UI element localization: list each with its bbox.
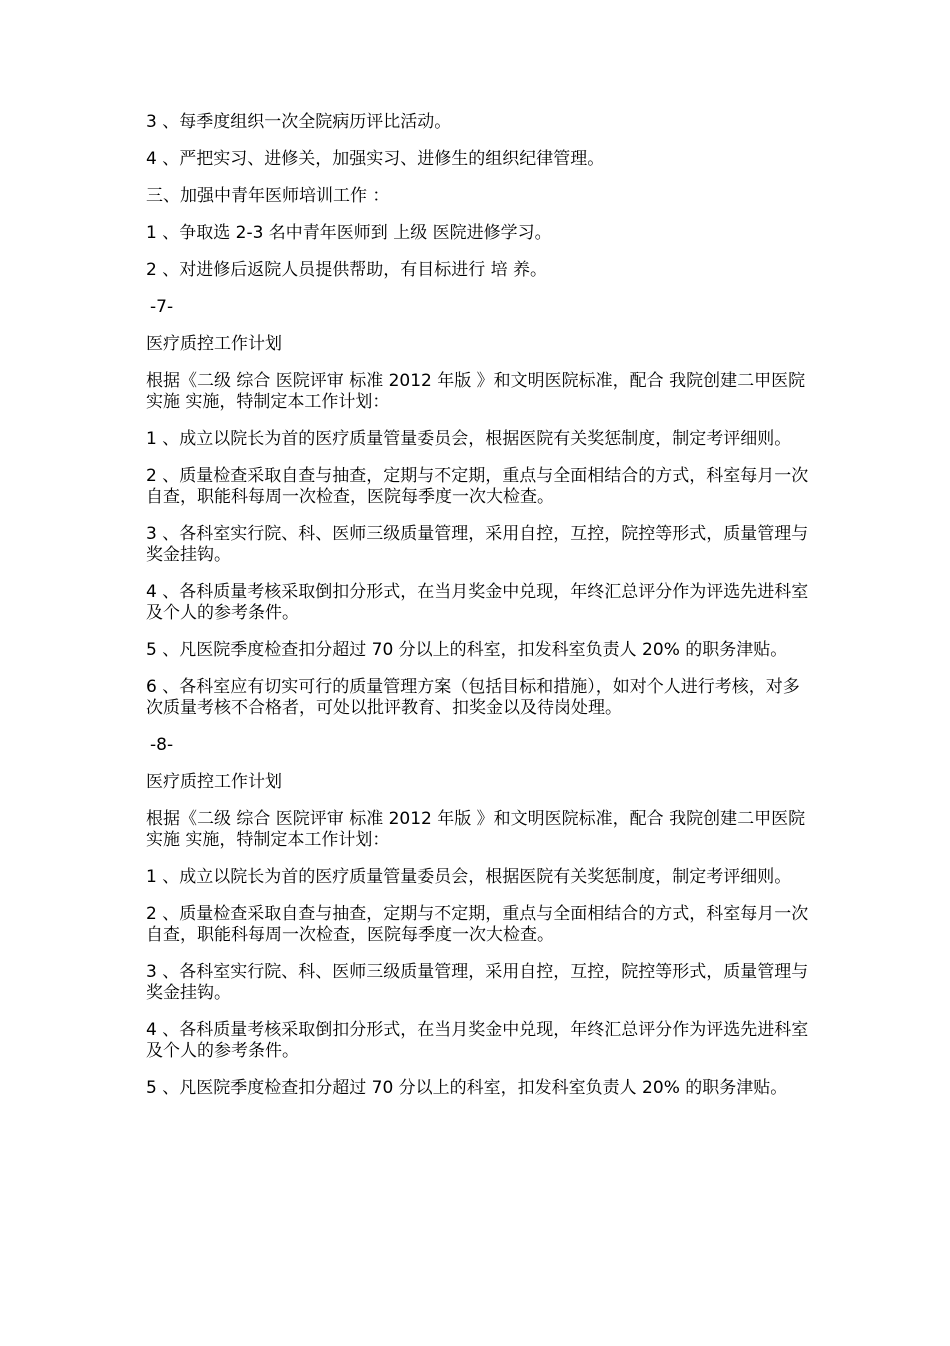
- list-item: 5 、凡医院季度检查扣分超过 70 分以上的科室，扣发科室负责人 20% 的职务津贴。: [146, 1078, 788, 1098]
- document-title: 医疗质控工作计划: [146, 772, 282, 792]
- list-item: 2 、质量检查采取自查与抽查，定期与不定期，重点与全面相结合的方式，科室每月一次自查，职能科每周一次检查，医院每季度一次大检查。: [146, 466, 809, 507]
- list-item: 4 、各科质量考核采取倒扣分形式，在当月奖金中兑现，年终汇总评分作为评选先进科室及个人的参考条件。: [146, 582, 809, 623]
- list-item: 2 、质量检查采取自查与抽查，定期与不定期，重点与全面相结合的方式，科室每月一次自查，职能科每周一次检查，医院每季度一次大检查。: [146, 904, 809, 945]
- page-number: -7-: [150, 297, 174, 317]
- document-page: [146, 112, 810, 1115]
- list-item: 5 、凡医院季度检查扣分超过 70 分以上的科室，扣发科室负责人 20% 的职务津贴。: [146, 640, 788, 660]
- paragraph: 根据《二级 综合 医院评审 标准 2012 年版 》和文明医院标准，配合 我院创建二甲医院实施 实施，特制定本工作计划：: [146, 371, 806, 412]
- list-item: 1 、成立以院长为首的医疗质量管量委员会，根据医院有关奖惩制度，制定考评细则。: [146, 429, 792, 449]
- paragraph: 4 、严把实习、进修关，加强实习、进修生的组织纪律管理。: [146, 149, 605, 169]
- list-item: 4 、各科质量考核采取倒扣分形式，在当月奖金中兑现，年终汇总评分作为评选先进科室及个人的参考条件。: [146, 1020, 809, 1061]
- paragraph: 根据《二级 综合 医院评审 标准 2012 年版 》和文明医院标准，配合 我院创建二甲医院实施 实施，特制定本工作计划：: [146, 809, 806, 850]
- paragraph: 2 、对进修后返院人员提供帮助，有目标进行 培 养。: [146, 260, 548, 280]
- list-item: 3 、各科室实行院、科、医师三级质量管理，采用自控，互控，院控等形式，质量管理与奖金挂钩。: [146, 524, 809, 565]
- list-item: 6 、各科室应有切实可行的质量管理方案（包括目标和措施），如对个人进行考核，对多次质量考核不合格者，可处以批评教育、扣奖金以及待岗处理。: [146, 677, 800, 718]
- list-item: 3 、各科室实行院、科、医师三级质量管理，采用自控，互控，院控等形式，质量管理与奖金挂钩。: [146, 962, 809, 1003]
- paragraph: 3 、每季度组织一次全院病历评比活动。: [146, 112, 452, 132]
- page-number: -8-: [150, 735, 174, 755]
- document-title: 医疗质控工作计划: [146, 334, 282, 354]
- section-heading: 三、加强中青年医师培训工作 ：: [146, 186, 390, 206]
- paragraph: 1 、争取选 2-3 名中青年医师到 上级 医院进修学习。: [146, 223, 552, 243]
- list-item: 1 、成立以院长为首的医疗质量管量委员会，根据医院有关奖惩制度，制定考评细则。: [146, 867, 792, 887]
